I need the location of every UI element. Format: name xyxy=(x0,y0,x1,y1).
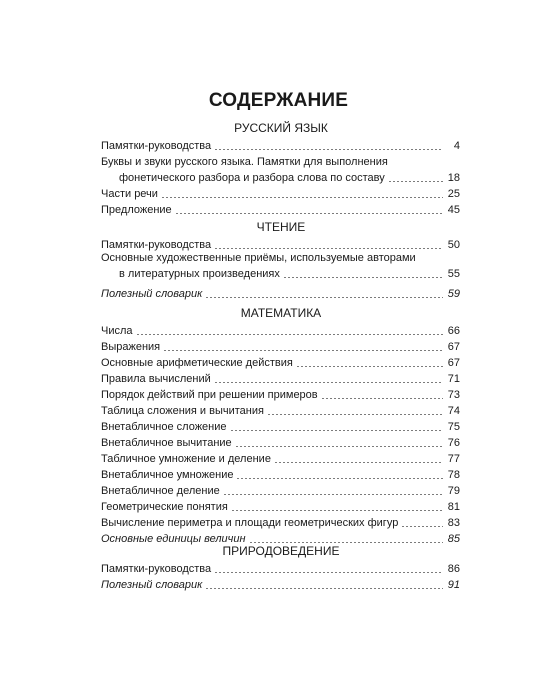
dot-leader xyxy=(267,414,443,415)
toc-entry xyxy=(101,467,460,483)
dot-leader xyxy=(230,430,443,431)
toc-entry-text: Внетабличное вычитание xyxy=(101,437,232,449)
section-heading: ПРИРОДОВЕДЕНИЕ xyxy=(222,544,340,558)
dot-leader xyxy=(163,350,443,351)
toc-entry-text: Внетабличное деление xyxy=(101,485,220,497)
toc-page-number: 77 xyxy=(447,453,460,465)
dot-leader xyxy=(214,382,443,383)
dot-leader xyxy=(249,542,443,543)
toc-entry-text: Памятки-руководства xyxy=(101,239,212,251)
toc-entry xyxy=(101,387,460,403)
toc-entry-text: Геометрические понятия xyxy=(101,501,228,513)
section-heading: РУССКИЙ ЯЗЫК xyxy=(234,121,328,135)
toc-entry-text: Памятки-руководства xyxy=(101,140,212,152)
toc-page-number: 81 xyxy=(447,501,460,513)
section-heading: МАТЕМАТИКА xyxy=(240,306,322,320)
dot-leader xyxy=(235,446,443,447)
dot-leader xyxy=(214,248,443,249)
toc-page-number: 59 xyxy=(447,288,460,300)
toc-entry-text: Части речи xyxy=(101,188,158,200)
section-heading: ЧТЕНИЕ xyxy=(256,220,306,234)
toc-page-number: 76 xyxy=(447,437,460,449)
toc-page-number: 71 xyxy=(447,373,460,385)
toc-page-number: 66 xyxy=(447,325,460,337)
toc-entry xyxy=(101,403,460,419)
toc-entry xyxy=(101,483,460,499)
dot-leader xyxy=(321,398,443,399)
toc-page-number: 85 xyxy=(447,533,460,545)
toc-entry xyxy=(101,154,460,186)
toc-entry xyxy=(101,499,460,515)
toc-entry xyxy=(101,419,460,435)
toc-entry-text: Внетабличное сложение xyxy=(101,421,227,433)
toc-entry-text: Вычисление периметра и площади геометрических фигур xyxy=(101,517,399,529)
toc-entry-text: Памятки-руководства xyxy=(101,563,212,575)
toc-entry-text: Табличное умножение и деление xyxy=(101,453,271,465)
toc-page-number: 67 xyxy=(447,341,460,353)
toc-entry xyxy=(101,577,460,593)
toc-entry xyxy=(101,286,460,302)
toc-page-number: 25 xyxy=(447,188,460,200)
dot-leader xyxy=(205,588,443,589)
toc-entry xyxy=(101,561,460,577)
toc-page-number: 79 xyxy=(447,485,460,497)
toc-page-number: 86 xyxy=(447,563,460,575)
toc-entry xyxy=(101,250,460,282)
dot-leader xyxy=(388,181,443,182)
toc-page-number: 55 xyxy=(447,268,460,280)
dot-leader xyxy=(223,494,443,495)
toc-entry-text: Порядок действий при решении примеров xyxy=(101,389,318,401)
dot-leader xyxy=(205,297,443,298)
toc-page-number: 91 xyxy=(447,579,460,591)
toc-entry-text: Основные единицы величин xyxy=(101,533,246,545)
dot-leader xyxy=(161,197,443,198)
toc-page-number: 73 xyxy=(447,389,460,401)
toc-page-number: 45 xyxy=(447,204,460,216)
toc-page-number: 74 xyxy=(447,405,460,417)
toc-entry xyxy=(101,323,460,339)
toc-entry-text: фонетического разбора и разбора слова по составу xyxy=(119,172,385,184)
toc-entry xyxy=(101,138,460,154)
toc-entry-text: Предложение xyxy=(101,204,172,216)
toc-entry xyxy=(101,186,460,202)
toc-entry-text: Полезный словарик xyxy=(101,288,203,300)
toc-page-number: 78 xyxy=(447,469,460,481)
toc-page-number: 75 xyxy=(447,421,460,433)
toc-entry xyxy=(101,202,460,218)
dot-leader xyxy=(136,334,443,335)
toc-entry-text: Выражения xyxy=(101,341,161,353)
dot-leader xyxy=(214,149,443,150)
dot-leader xyxy=(214,572,443,573)
dot-leader xyxy=(283,277,443,278)
toc-entry xyxy=(101,435,460,451)
toc-page-number: 67 xyxy=(447,357,460,369)
toc-entry-text: в литературных произведениях xyxy=(119,268,280,280)
dot-leader xyxy=(274,462,443,463)
toc-entry-text: Таблица сложения и вычитания xyxy=(101,405,264,417)
toc-entry xyxy=(101,371,460,387)
dot-leader xyxy=(296,366,443,367)
toc-entry-text: Правила вычислений xyxy=(101,373,211,385)
toc-entry xyxy=(101,451,460,467)
toc-entry-text: Основные художественные приёмы, используемые авторами xyxy=(101,252,416,264)
dot-leader xyxy=(401,526,443,527)
toc-entry xyxy=(101,355,460,371)
toc-entry-text: Внетабличное умножение xyxy=(101,469,234,481)
dot-leader xyxy=(231,510,443,511)
page-title: СОДЕРЖАНИЕ xyxy=(208,90,349,111)
toc-entry-text: Основные арифметические действия xyxy=(101,357,293,369)
toc-page-number: 4 xyxy=(453,140,460,152)
toc-entry xyxy=(101,515,460,531)
toc-page-number: 50 xyxy=(447,239,460,251)
toc-entry-text: Числа xyxy=(101,325,133,337)
toc-entry-text: Буквы и звуки русского языка. Памятки для выполнения xyxy=(101,156,388,168)
dot-leader xyxy=(236,478,443,479)
toc-entry xyxy=(101,339,460,355)
toc-page-number: 18 xyxy=(447,172,460,184)
dot-leader xyxy=(175,213,443,214)
toc-entry-text: Полезный словарик xyxy=(101,579,203,591)
toc-page-number: 83 xyxy=(447,517,460,529)
